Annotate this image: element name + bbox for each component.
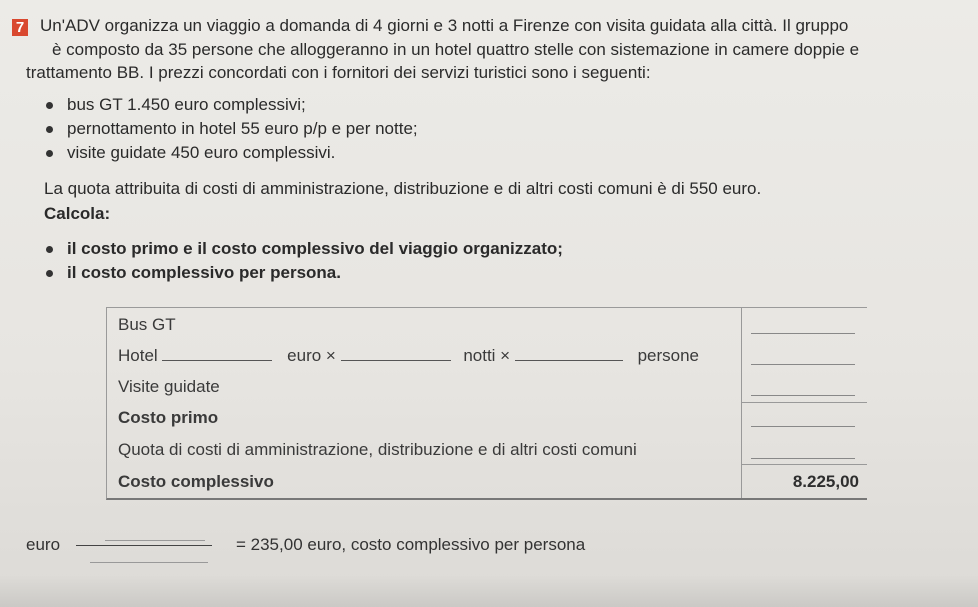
answer-blank-visite[interactable] <box>751 395 855 396</box>
task-item-2: il costo complessivo per persona. <box>44 261 563 285</box>
answer-blank-quota[interactable] <box>751 458 855 459</box>
table-row-divider <box>741 402 867 403</box>
row-label-quota: Quota di costi di amministrazione, distribuzione e di altri costi comuni <box>118 440 637 459</box>
hotel-notti-label: notti × <box>463 346 511 365</box>
row-hotel <box>118 346 738 366</box>
cost-table <box>106 307 867 500</box>
intro-line-2: è composto da 35 persone che alloggeranno in un hotel quattro stelle con sistemazione in camere doppie e <box>52 39 860 59</box>
hotel-blank-1[interactable] <box>162 347 272 361</box>
hotel-euro-label: euro × <box>287 346 336 365</box>
task-item-1: il costo primo e il costo complessivo del viaggio organizzato; <box>44 237 563 261</box>
table-row-divider <box>741 464 867 465</box>
answer-blank-hotel[interactable] <box>751 364 855 365</box>
fraction-numerator-blank[interactable] <box>105 540 205 541</box>
cost-item-hotel: pernottamento in hotel 55 euro p/p e per notte; <box>44 117 418 141</box>
formula-prefix: euro <box>26 535 61 554</box>
row-label-bus: Bus GT <box>118 315 176 334</box>
page-bottom-shadow <box>0 575 978 607</box>
cost-item-bus: bus GT 1.450 euro complessivi; <box>44 93 418 117</box>
cost-list <box>44 93 418 165</box>
answer-blank-costo-primo[interactable] <box>751 426 855 427</box>
intro-line-1: Un'ADV organizza un viaggio a domanda di 4 giorni e 3 notti a Firenze con visita guidata alla città. Il gruppo <box>40 16 849 35</box>
hotel-blank-3[interactable] <box>515 347 623 361</box>
calcola-heading: Calcola: <box>44 204 111 223</box>
costo-complessivo-value: 8.225,00 <box>792 472 859 491</box>
hotel-blank-2[interactable] <box>341 347 451 361</box>
quota-text: La quota attribuita di costi di amministrazione, distribuzione e di altri costi comuni è di 550 euro. <box>44 179 762 198</box>
table-column-divider <box>741 308 742 498</box>
formula-result: = 235,00 euro, costo complessivo per persona <box>236 535 586 554</box>
intro-line-3: trattamento BB. I prezzi concordati con i fornitori dei servizi turistici sono i seguenti: <box>26 63 651 82</box>
answer-blank-bus[interactable] <box>751 333 855 334</box>
row-label-hotel: Hotel <box>118 346 158 365</box>
row-label-visite: Visite guidate <box>118 377 220 396</box>
row-label-costo-primo: Costo primo <box>118 408 219 427</box>
task-list <box>44 237 563 285</box>
cost-item-visite: visite guidate 450 euro complessivi. <box>44 141 418 165</box>
row-label-costo-complessivo: Costo complessivo <box>118 472 274 491</box>
exercise-intro <box>26 14 970 85</box>
fraction-bar <box>76 545 212 546</box>
fraction-denominator-blank[interactable] <box>90 562 208 563</box>
hotel-persone-label: persone <box>637 346 700 365</box>
exercise-number-badge: 7 <box>12 19 28 36</box>
